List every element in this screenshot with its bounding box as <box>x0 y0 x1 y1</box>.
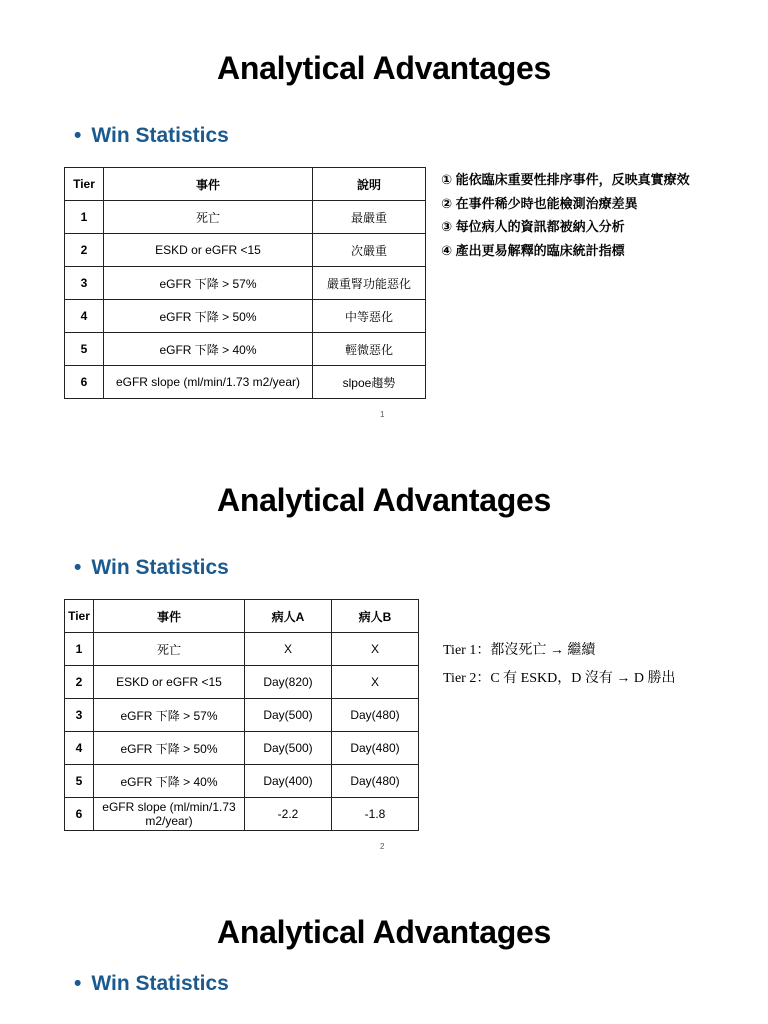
table-cell: X <box>245 633 332 666</box>
table-cell: eGFR 下降 > 50% <box>94 732 245 765</box>
table-cell: eGFR 下降 > 57% <box>104 267 313 300</box>
table-header-row <box>65 168 426 201</box>
table-header: 說明 <box>313 168 426 201</box>
table-cell: Day(400) <box>245 765 332 798</box>
table-cell: 1 <box>65 201 104 234</box>
table-row <box>65 633 419 666</box>
table-cell: 1 <box>65 633 94 666</box>
table-cell: eGFR 下降 > 40% <box>104 333 313 366</box>
table-row <box>65 333 426 366</box>
advantage-item: ③ 每位病人的資訊都被納入分析 <box>441 219 625 234</box>
table-row <box>65 732 419 765</box>
tier-explanation <box>443 637 675 693</box>
table-row <box>65 300 426 333</box>
table-row <box>65 267 426 300</box>
table-cell: X <box>332 633 419 666</box>
table-cell: 死亡 <box>104 201 313 234</box>
table-cell: X <box>332 666 419 699</box>
table-row <box>65 765 419 798</box>
table-header: Tier <box>65 168 104 201</box>
table-header: 病人B <box>332 600 419 633</box>
table-cell: eGFR 下降 > 57% <box>94 699 245 732</box>
table-header: 事件 <box>104 168 313 201</box>
table-cell: slpoe趨勢 <box>313 366 426 399</box>
table-cell: 4 <box>65 300 104 333</box>
table-cell: Day(820) <box>245 666 332 699</box>
explanation-line: Tier 2：C 有 ESKD，D 沒有 → D 勝出 <box>443 671 676 686</box>
table-header: 病人A <box>245 600 332 633</box>
table-cell: ESKD or eGFR <15 <box>104 234 313 267</box>
table-cell: 6 <box>65 798 94 831</box>
patient-comparison-table <box>64 599 419 831</box>
table-cell: Day(480) <box>332 699 419 732</box>
table-cell: Day(500) <box>245 732 332 765</box>
bullet-heading: • Win Statistics <box>74 556 229 579</box>
bullet-text: Win Statistics <box>91 124 229 147</box>
explanation-line: Tier 1：都沒死亡 → 繼續 <box>443 643 596 658</box>
table-row <box>65 798 419 831</box>
table-header-row <box>65 600 419 633</box>
table-cell: Day(500) <box>245 699 332 732</box>
table-cell: 中等惡化 <box>313 300 426 333</box>
bullet-text: Win Statistics <box>91 556 229 579</box>
table-header: Tier <box>65 600 94 633</box>
advantage-item: ① 能依臨床重要性排序事件，反映真實療效 <box>441 172 690 187</box>
table-cell: 輕微惡化 <box>313 333 426 366</box>
advantage-item: ④ 產出更易解釋的臨床統計指標 <box>441 242 625 258</box>
advantages-list <box>441 168 690 262</box>
table-cell: -2.2 <box>245 798 332 831</box>
table-cell: 4 <box>65 732 94 765</box>
table-cell: 次嚴重 <box>313 234 426 267</box>
table-cell: Day(480) <box>332 765 419 798</box>
table-cell: 最嚴重 <box>313 201 426 234</box>
slide-title: Analytical Advantages <box>217 482 551 518</box>
table-cell: eGFR slope (ml/min/1.73 m2/year) <box>104 366 313 399</box>
table-cell: 嚴重腎功能惡化 <box>313 267 426 300</box>
table-row <box>65 366 426 399</box>
bullet-heading: • Win Statistics <box>74 972 229 995</box>
table-cell: 3 <box>65 699 94 732</box>
table-header: 事件 <box>94 600 245 633</box>
slide-title: Analytical Advantages <box>217 914 551 950</box>
table-cell: Day(480) <box>332 732 419 765</box>
tier-table <box>64 167 426 399</box>
table-cell: 3 <box>65 267 104 300</box>
table-row <box>65 234 426 267</box>
table-cell: eGFR 下降 > 40% <box>94 765 245 798</box>
table-cell: eGFR 下降 > 50% <box>104 300 313 333</box>
table-cell: 2 <box>65 666 94 699</box>
table-cell: 6 <box>65 366 104 399</box>
page-number: 2 <box>380 842 385 851</box>
table-row <box>65 666 419 699</box>
table-cell: 2 <box>65 234 104 267</box>
table-row <box>65 699 419 732</box>
bullet-heading: • Win Statistics <box>74 124 229 147</box>
table-cell: 死亡 <box>94 633 245 666</box>
table-cell: -1.8 <box>332 798 419 831</box>
table-cell: eGFR slope (ml/min/1.73 m2/year) <box>94 798 245 831</box>
bullet-text: Win Statistics <box>91 972 229 995</box>
table-cell: ESKD or eGFR <15 <box>94 666 245 699</box>
page-number: 1 <box>380 410 385 419</box>
table-row <box>65 201 426 234</box>
table-cell: 5 <box>65 333 104 366</box>
slide-title: Analytical Advantages <box>217 50 551 86</box>
advantage-item: ② 在事件稀少時也能檢測治療差異 <box>441 195 638 211</box>
table-cell: 5 <box>65 765 94 798</box>
